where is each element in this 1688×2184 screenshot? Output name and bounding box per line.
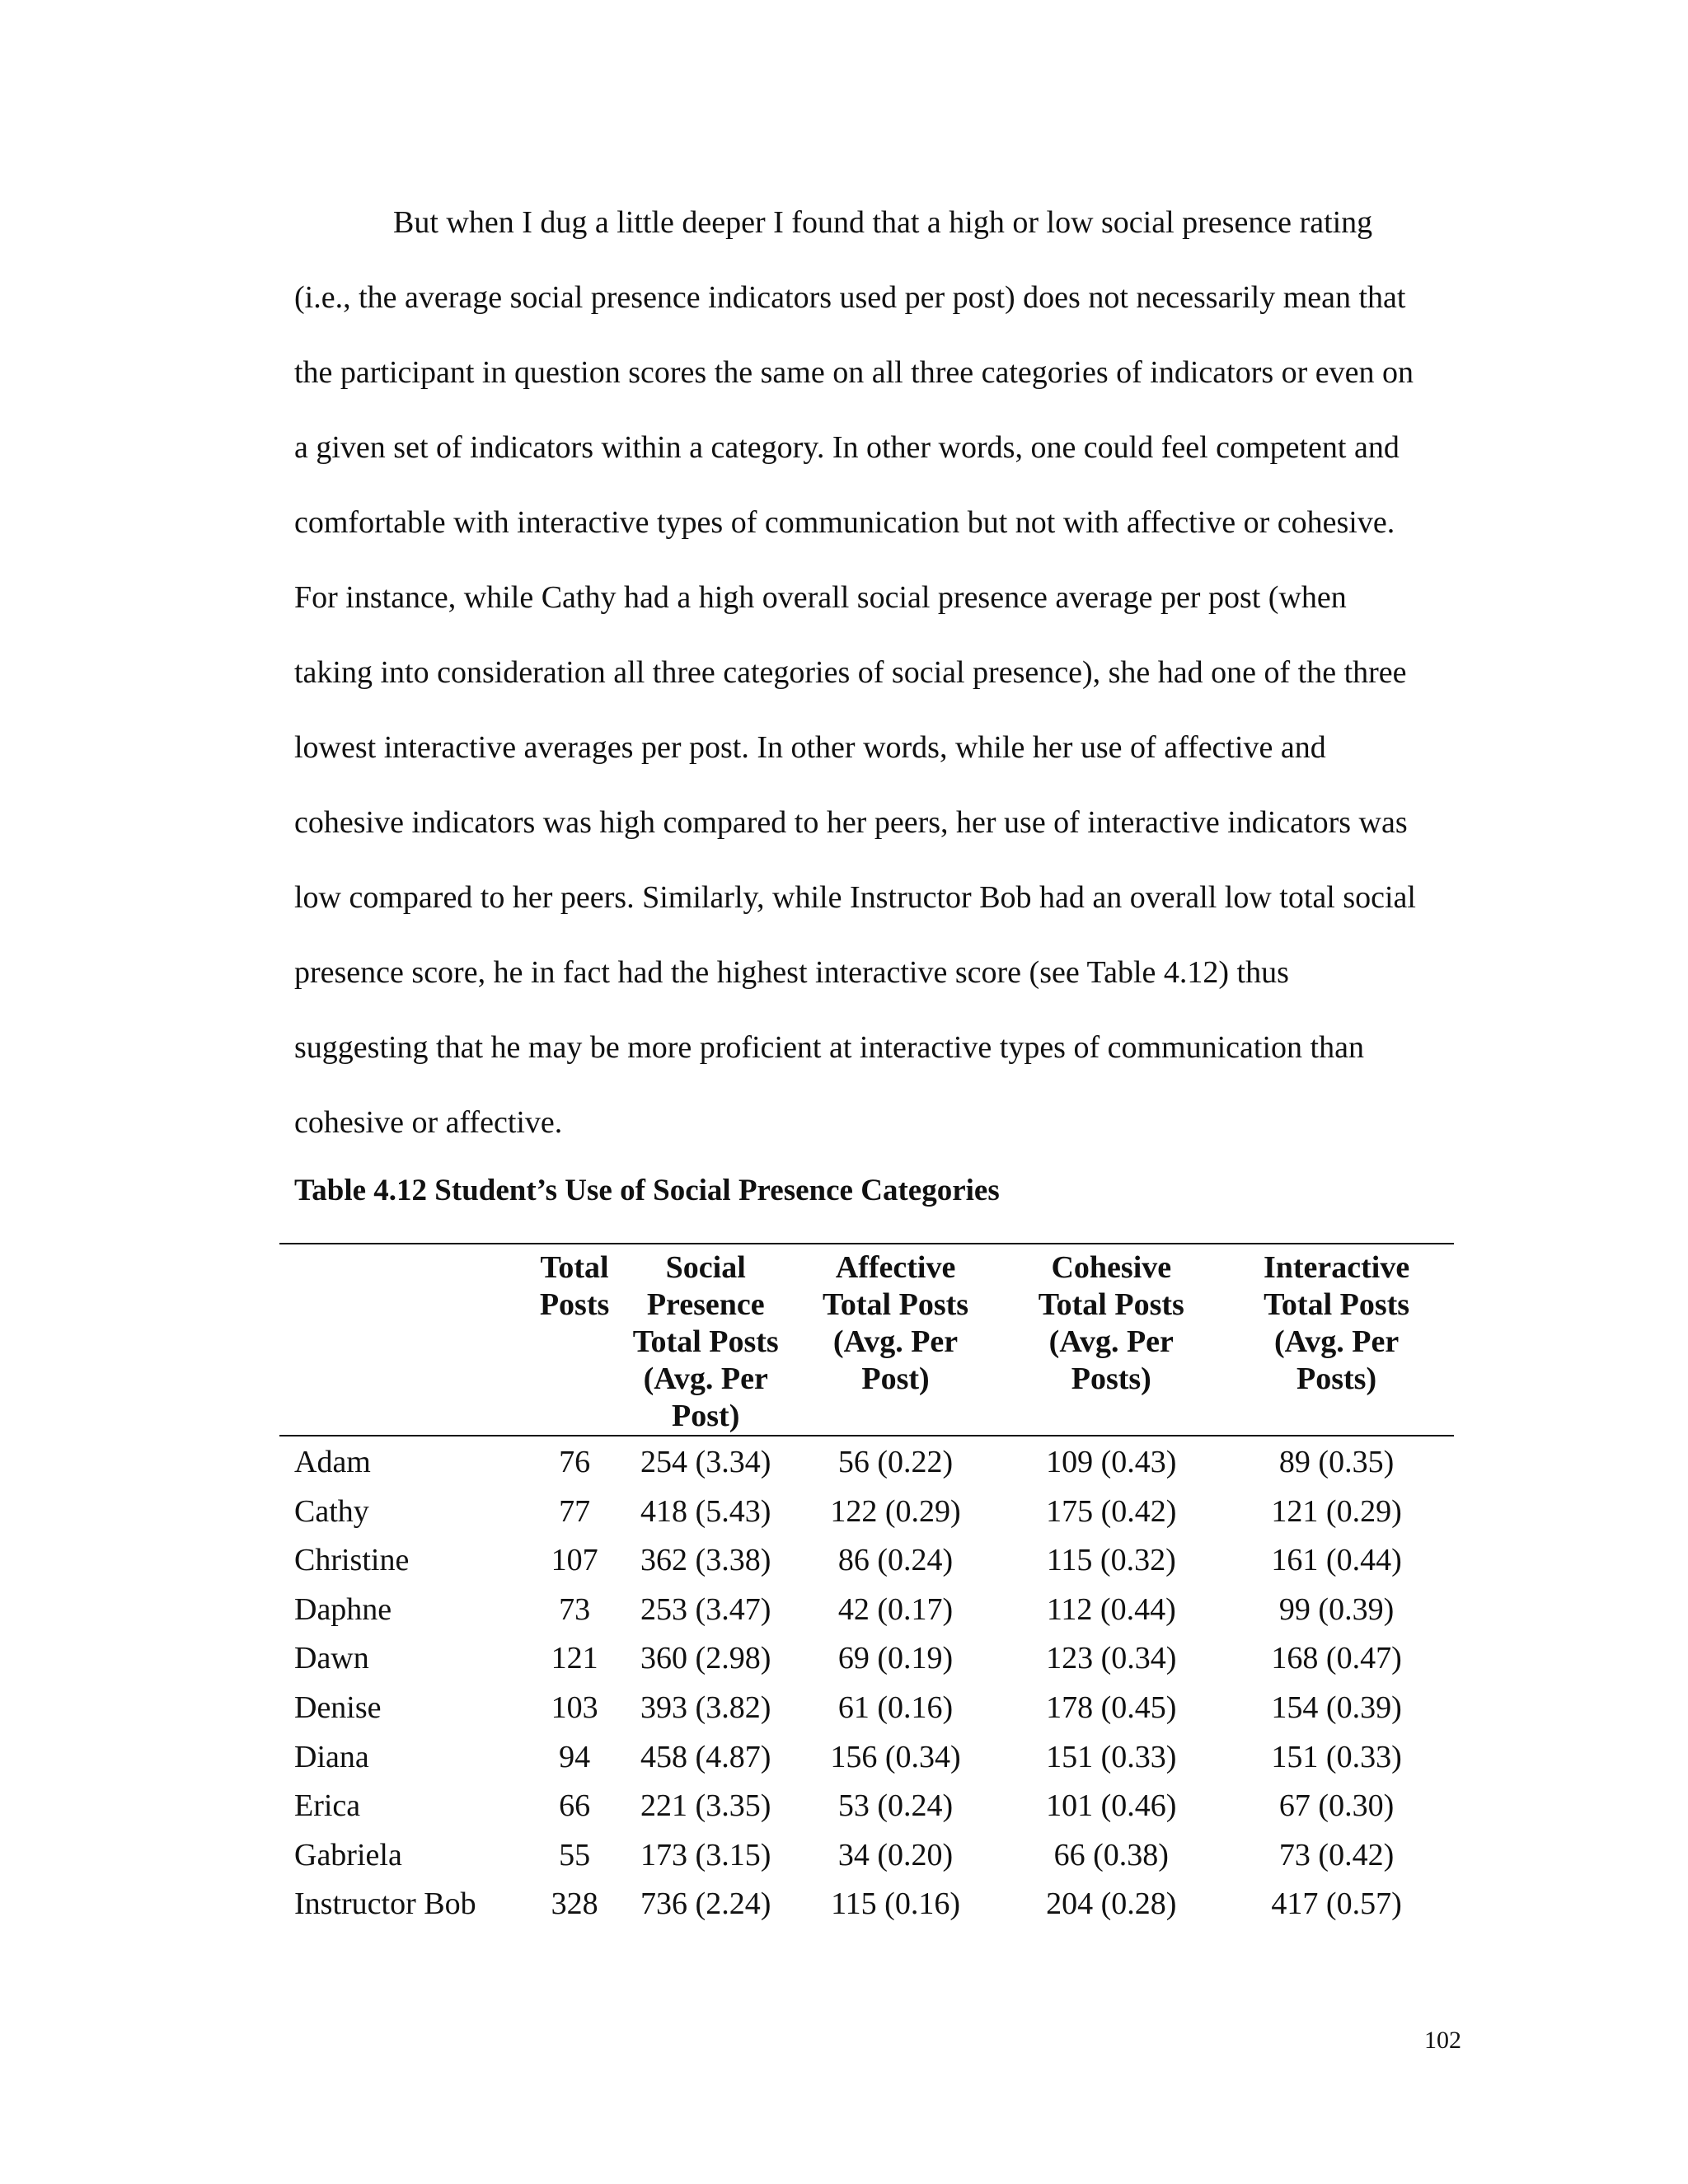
page-number: 102 — [1424, 2027, 1461, 2054]
interactive-cell: 417 (0.57) — [1271, 1886, 1402, 1922]
affective-cell: 34 (0.20) — [837, 1837, 954, 1872]
total-posts-cell: 94 — [559, 1739, 591, 1774]
interactive-cell: 154 (0.39) — [1271, 1690, 1402, 1725]
header-name-column — [279, 1244, 525, 1436]
cohesive-cell: 151 (0.33) — [1046, 1739, 1177, 1774]
table-row — [279, 1488, 1454, 1537]
social-presence-cell: 221 (3.35) — [640, 1788, 771, 1824]
social-presence-cell: 393 (3.82) — [640, 1690, 771, 1725]
cohesive-cell: 204 (0.28) — [1046, 1886, 1177, 1922]
table-row — [279, 1536, 1454, 1586]
participant-name: Dawn — [294, 1641, 369, 1676]
cohesive-cell: 115 (0.32) — [1046, 1543, 1176, 1578]
affective-cell: 122 (0.29) — [830, 1493, 961, 1529]
table-row — [279, 1880, 1454, 1929]
cohesive-cell: 101 (0.46) — [1046, 1788, 1177, 1824]
table-row — [279, 1733, 1454, 1783]
affective-cell: 56 (0.22) — [837, 1445, 954, 1479]
header-cohesive: Cohesive Total Posts (Avg. Per Posts) — [1038, 1250, 1184, 1396]
total-posts-cell: 107 — [551, 1543, 598, 1578]
paragraph-line: For instance, while Cathy had a high overall social presence average per post (when — [294, 580, 1347, 615]
interactive-cell: 99 (0.39) — [1278, 1591, 1395, 1627]
interactive-cell: 151 (0.33) — [1271, 1739, 1402, 1774]
social-presence-cell: 173 (3.15) — [640, 1837, 771, 1872]
table-row — [279, 1684, 1454, 1733]
paragraph-line: cohesive or affective. — [294, 1105, 563, 1140]
social-presence-cell: 458 (4.87) — [640, 1739, 771, 1774]
table-row — [279, 1782, 1454, 1831]
participant-name: Gabriela — [294, 1837, 402, 1872]
body-paragraph — [294, 185, 1473, 1160]
interactive-cell: 89 (0.35) — [1278, 1445, 1395, 1479]
total-posts-cell: 55 — [559, 1837, 591, 1872]
interactive-cell: 67 (0.30) — [1278, 1788, 1395, 1824]
social-presence-cell: 418 (5.43) — [640, 1493, 771, 1529]
paragraph-line: presence score, he in fact had the highest interactive score (see Table 4.12) thus — [294, 955, 1289, 990]
social-presence-cell: 736 (2.24) — [640, 1886, 771, 1922]
interactive-cell: 168 (0.47) — [1271, 1641, 1402, 1676]
interactive-cell: 73 (0.42) — [1278, 1837, 1395, 1872]
table-caption: Table 4.12 Student’s Use of Social Presence Categories — [294, 1174, 1000, 1207]
affective-cell: 69 (0.19) — [837, 1641, 954, 1676]
paragraph-line: the participant in question scores the same on all three categories of indicators or even on — [294, 355, 1414, 390]
paragraph-line: taking into consideration all three categories of social presence), she had one of the three — [294, 655, 1407, 690]
header-total-posts: Total Posts — [539, 1250, 610, 1322]
participant-name: Instructor Bob — [294, 1886, 476, 1922]
cohesive-cell: 66 (0.38) — [1053, 1837, 1169, 1872]
cohesive-cell: 175 (0.42) — [1046, 1493, 1177, 1529]
participant-name: Daphne — [294, 1591, 392, 1627]
participant-name: Erica — [294, 1788, 361, 1824]
paragraph-line: a given set of indicators within a category. In other words, one could feel competent and — [294, 430, 1400, 465]
participant-name: Cathy — [294, 1493, 369, 1529]
total-posts-cell: 73 — [559, 1591, 591, 1627]
table-row — [279, 1436, 1454, 1488]
table-row — [279, 1586, 1454, 1635]
table-row — [279, 1634, 1454, 1684]
affective-cell: 156 (0.34) — [830, 1739, 961, 1774]
table-row — [279, 1831, 1454, 1881]
participant-name: Diana — [294, 1739, 369, 1774]
total-posts-cell: 77 — [559, 1493, 591, 1529]
social-presence-cell: 253 (3.47) — [640, 1591, 771, 1627]
paragraph-line: suggesting that he may be more proficient at interactive types of communication than — [294, 1030, 1364, 1065]
total-posts-cell: 66 — [559, 1788, 591, 1824]
total-posts-cell: 103 — [551, 1690, 598, 1725]
paragraph-line: cohesive indicators was high compared to her peers, her use of interactive indicators was — [294, 805, 1408, 840]
paragraph-line: But when I dug a little deeper I found that a high or low social presence rating — [393, 205, 1373, 240]
participant-name: Denise — [294, 1690, 382, 1725]
affective-cell: 42 (0.17) — [837, 1591, 954, 1627]
social-presence-cell: 254 (3.34) — [640, 1445, 771, 1479]
affective-cell: 53 (0.24) — [837, 1788, 954, 1824]
header-interactive: Interactive Total Posts (Avg. Per Posts) — [1263, 1250, 1410, 1396]
interactive-cell: 121 (0.29) — [1271, 1493, 1402, 1529]
affective-cell: 86 (0.24) — [837, 1543, 954, 1578]
affective-cell: 115 (0.16) — [831, 1886, 960, 1922]
cohesive-cell: 123 (0.34) — [1046, 1641, 1177, 1676]
cohesive-cell: 109 (0.43) — [1046, 1445, 1177, 1479]
paragraph-line: comfortable with interactive types of communication but not with affective or cohesive. — [294, 505, 1395, 540]
paragraph-line: lowest interactive averages per post. In other words, while her use of affective and — [294, 730, 1326, 765]
interactive-cell: 161 (0.44) — [1271, 1543, 1402, 1578]
cohesive-cell: 178 (0.45) — [1046, 1690, 1177, 1725]
header-social-presence: Social Presence Total Posts (Avg. Per Post) — [632, 1250, 779, 1433]
affective-cell: 61 (0.16) — [837, 1690, 954, 1725]
total-posts-cell: 121 — [551, 1641, 598, 1676]
total-posts-cell: 328 — [551, 1886, 598, 1922]
total-posts-cell: 76 — [559, 1445, 591, 1479]
participant-name: Christine — [294, 1543, 410, 1578]
paragraph-line: (i.e., the average social presence indicators used per post) does not necessarily mean that — [294, 280, 1406, 315]
social-presence-cell: 362 (3.38) — [640, 1543, 771, 1578]
participant-name: Adam — [294, 1445, 371, 1479]
table-header-row — [279, 1244, 1454, 1436]
cohesive-cell: 112 (0.44) — [1046, 1591, 1176, 1627]
social-presence-table — [279, 1243, 1454, 1929]
paragraph-line: low compared to her peers. Similarly, while Instructor Bob had an overall low total social — [294, 880, 1416, 915]
social-presence-cell: 360 (2.98) — [640, 1641, 771, 1676]
header-affective: Affective Total Posts (Avg. Per Post) — [823, 1250, 969, 1396]
